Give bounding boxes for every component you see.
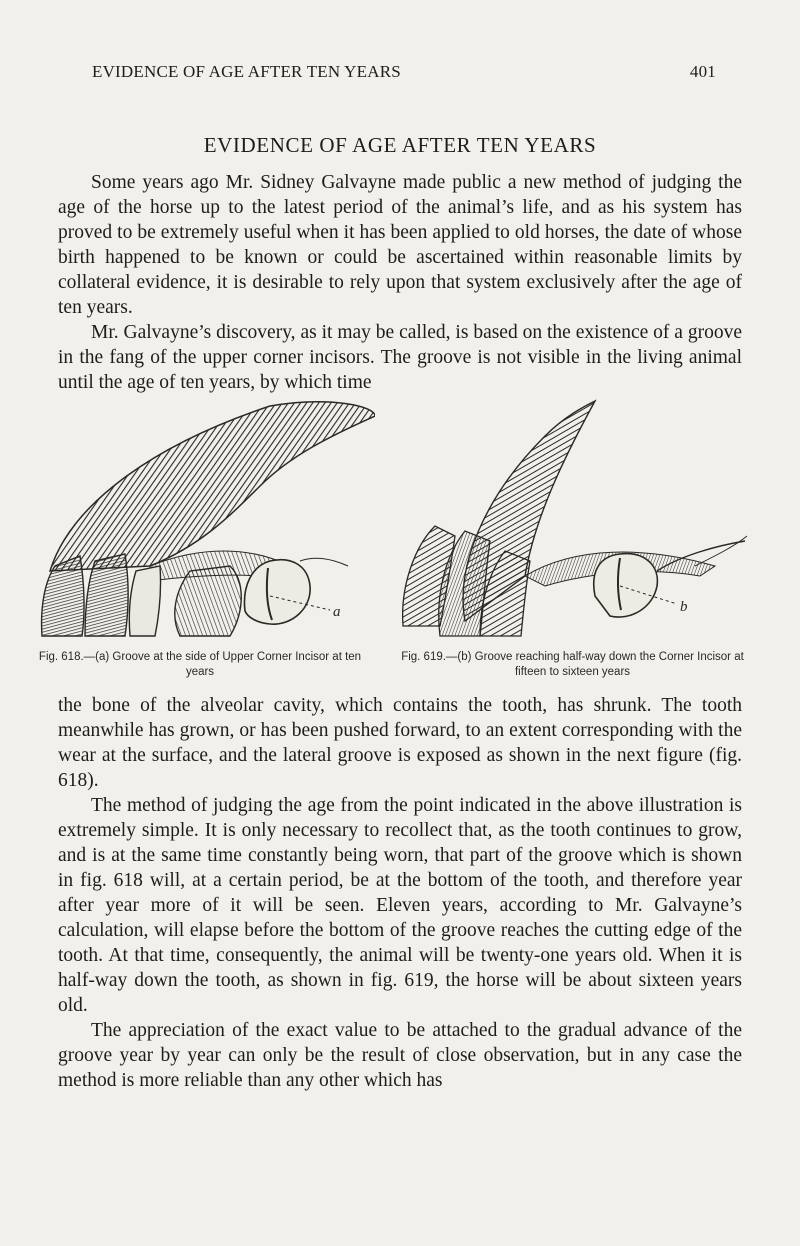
- running-head-title: EVIDENCE OF AGE AFTER TEN YEARS: [92, 62, 401, 81]
- paragraph: Mr. Galvayne’s discovery, as it may be called, is based on the existence of a groove in the fang of the upper corner incisors. The groove is not visible in the living animal until the age of ten years, by which time: [58, 322, 742, 393]
- section-heading: EVIDENCE OF AGE AFTER TEN YEARS: [203, 133, 597, 157]
- upper-jaw-incisors-engraving: [30, 396, 375, 642]
- body-text-bottom: [58, 693, 742, 1093]
- figure-618-illustration: [30, 396, 375, 642]
- paragraph: The method of judging the age from the point indicated in the above illustration is extremely simple. It is only necessary to recollect that, as the tooth continues to grow, and is at the same time constantly being worn, that part of the groove which is shown in fig. 618 will, at a certain period, be at the bottom of the tooth, and therefore year after year more of it will be seen. Eleven years, according to Mr. Galvayne’s calculation, will elapse before the bottom of the groove reaches the cutting edge of the tooth. At that time, consequently, the animal will be twenty-one years old. When it is half-way down the tooth, as shown in fig. 619, the horse will be about sixteen years old.: [58, 795, 742, 1016]
- body-text-top: [58, 170, 742, 395]
- figure-619-label: b: [680, 599, 688, 615]
- figure-619-caption: Fig. 619.—(b) Groove reaching half-way down the Corner Incisor at fifteen to sixteen years: [401, 651, 744, 678]
- paragraph: the bone of the alveolar cavity, which contains the tooth, has shrunk. The tooth meanwhile has grown, or has been pushed forward, to an extent corresponding with the wear at the surface, and the lateral groove is exposed as shown in the next figure (fig. 618).: [58, 695, 742, 791]
- paragraph: Some years ago Mr. Sidney Galvayne made public a new method of judging the age of the horse up to the latest period of the animal’s life, and as his system has proved to be extremely useful when it has been applied to old horses, the date of whose birth happened to be known or could be ascertained within reasonable limits by collateral evidence, it is desirable to rely upon that system exclusively after the age of ten years.: [58, 172, 742, 318]
- figure-618-caption: Fig. 618.—(a) Groove at the side of Upper Corner Incisor at ten years: [38, 651, 362, 678]
- figure-619-illustration: [395, 396, 750, 642]
- corner-incisor-engraving: [395, 396, 750, 642]
- paragraph: The appreciation of the exact value to be attached to the gradual advance of the groove year by year can only be the result of close observation, but in any case the method is more reliable than any other which has: [58, 1020, 742, 1091]
- page-number: 401: [689, 62, 716, 81]
- figure-618-label: a: [333, 604, 341, 620]
